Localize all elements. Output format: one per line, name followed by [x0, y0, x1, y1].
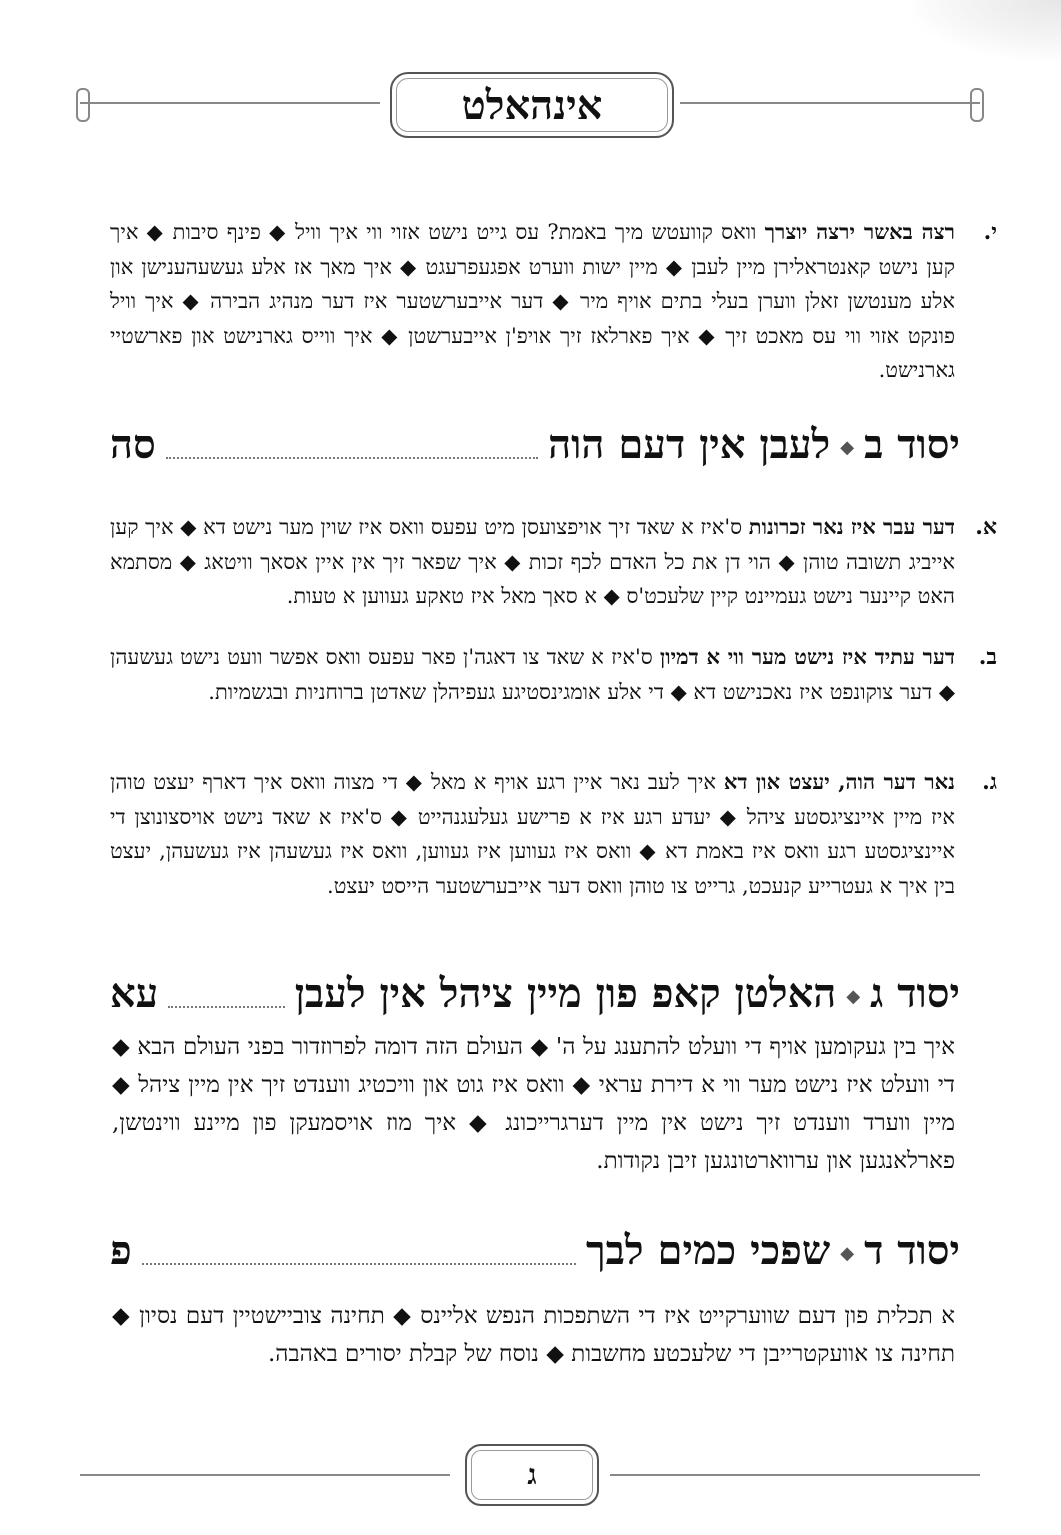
entry-text: וואס קוועטש מיך באמת? עס גייט נישט אזוי ווי איך וויל ◆ פינף סיבות ◆ איך קען נישט קאנטראלירן מיין לעבן ◆ מיין ישות ווערט אפגעפרעגט ◆ איך מאך אז אלע געשעהענישן און אלע מענטשן זאלן ווערן בעלי בתים אויף מיר ◆ דער אייבערשטער איז דער מנהיג הבירה ◆ איך וויל פונקט אזוי ווי עס מאכט זיך ◆ איך פארלאז זיך אויפ'ן אייבערשטן ◆ איך ווייס גארנישט און פארשטיי גארנישט. [110, 220, 955, 382]
leader-dots [142, 1235, 576, 1265]
section-page: פ [110, 1226, 132, 1274]
section-title: יסוד ד [864, 1226, 960, 1274]
entry-letter: י. [983, 219, 997, 245]
section-subtitle: שפכי כמים לבך [585, 1226, 831, 1274]
section-title: יסוד ג [870, 969, 960, 1017]
section-d-text: א תכלית פון דעם שווערקייט איז די השתפכות הנפש אליינס ◆ תחינה צוביישטיין דעם נסיון ◆ תחינה צו אוועקטרייבן די שלעכטע מחשבות ◆ נוסח של קבלת יסורים באהבה. [112, 1303, 955, 1367]
page-number: ג [527, 1458, 537, 1491]
entry-aleph [110, 510, 997, 614]
entry-text: ס'איז א שאד צו דאגה'ן פאר עפעס וואס אפשר וועט נישט געשעהן ◆ דער צוקונפט איז נאכנישט דא ◆ די אלע אומגינסטיגע געפיהלן שאדטן ברוחניות ובגשמיות. [110, 645, 955, 704]
title-frame [80, 58, 980, 148]
entry-bold-title: רצה באשר ירצה יוצרך [764, 219, 955, 244]
frame-cap-right [970, 88, 984, 122]
section-page: עא [110, 969, 159, 1017]
section-d-heading [110, 1222, 960, 1278]
frame-line-right [680, 102, 980, 104]
entry-letter: ב. [978, 644, 997, 670]
entry-text: איך לעב נאר איין רגע אויף א מאל ◆ די מצוה וואס איך דארף יעצט טוהן איז מיין איינציגסטע ציהל ◆ יעדע רגע איז א פרישע געלעגנהייט ◆ ס'איז א שאד נישט אויסצונוצן די איינציגסטע רגע וואס איז באמת דא ◆ וואס איז געווען איז געווען, וואס איז געשעהן איז געשעהן, יעצט בין איך א געטרייע קנעכט, גרייט צו טוהן וואס דער אייבערשטער הייסט יעצט. [110, 770, 955, 898]
section-b-heading [110, 416, 960, 472]
leader-dots [166, 429, 538, 459]
section-g-text: איך בין געקומען אויף די וועלט להתענג על ה' ◆ העולם הזה דומה לפרוזדור בפני העולם הבא ◆ די וועלט איז נישט מער ווי א דירת עראי ◆ וואס איז גוט און וויכטיג ווענדט זיך אין מיין ציהל ◆ מיין ווערד ווענדט זיך נישט אין מיין דערגרייכונג ◆ איך מוז אויסמעקן פון מיינע ווינטשן, פארלאנגען און ערווארטונגען זיבן נקודות. [112, 1034, 955, 1174]
section-g-heading [110, 965, 960, 1021]
diamond-icon: ◆ [846, 986, 861, 1007]
entry-letter: ג. [982, 769, 997, 795]
entry-bold-title: דער עבר איז נאר זכרונות [748, 514, 956, 539]
section-subtitle: לעבן אין דעם הוה [548, 420, 831, 468]
frame-cap-left [76, 88, 90, 122]
title-box [390, 72, 674, 138]
entry-yud [110, 215, 997, 388]
footer-line-left [80, 1474, 450, 1476]
footer-line-right [610, 1474, 980, 1476]
corner-ornament [911, 0, 1061, 60]
entry-bold-title: נאר דער הוה, יעצט און דא [723, 769, 955, 794]
section-title: יסוד ב [864, 420, 960, 468]
entry-bold-title: דער עתיד איז נישט מער ווי א דמיון [659, 644, 955, 669]
entry-text: ס'איז א שאד זיך אויפצועסן מיט עפעס וואס איז שוין מער נישט דא ◆ איך קען אייביג תשובה טוהן ◆ הוי דן את כל האדם לכף זכות ◆ איך שפאר זיך אין איין אסאך וויטאג ◆ מסתמא האט קיינער נישט געמיינט קיין שלעכט'ס ◆ א סאך מאל איז טאקע געווען א טעות. [110, 515, 955, 608]
frame-line-left [80, 102, 380, 104]
entry-letter: א. [975, 514, 997, 540]
diamond-icon: ◆ [840, 1243, 855, 1264]
page-number-box [465, 1444, 599, 1506]
entry-gimmel [110, 765, 997, 903]
section-page: סה [110, 420, 156, 468]
page-title: אינהאלט [461, 81, 603, 129]
page-footer [80, 1440, 980, 1510]
entry-beis [110, 640, 997, 709]
diamond-icon: ◆ [840, 437, 855, 458]
section-subtitle: האלטן קאפ פון מיין ציהל אין לעבן [294, 969, 837, 1017]
leader-dots [168, 978, 284, 1008]
